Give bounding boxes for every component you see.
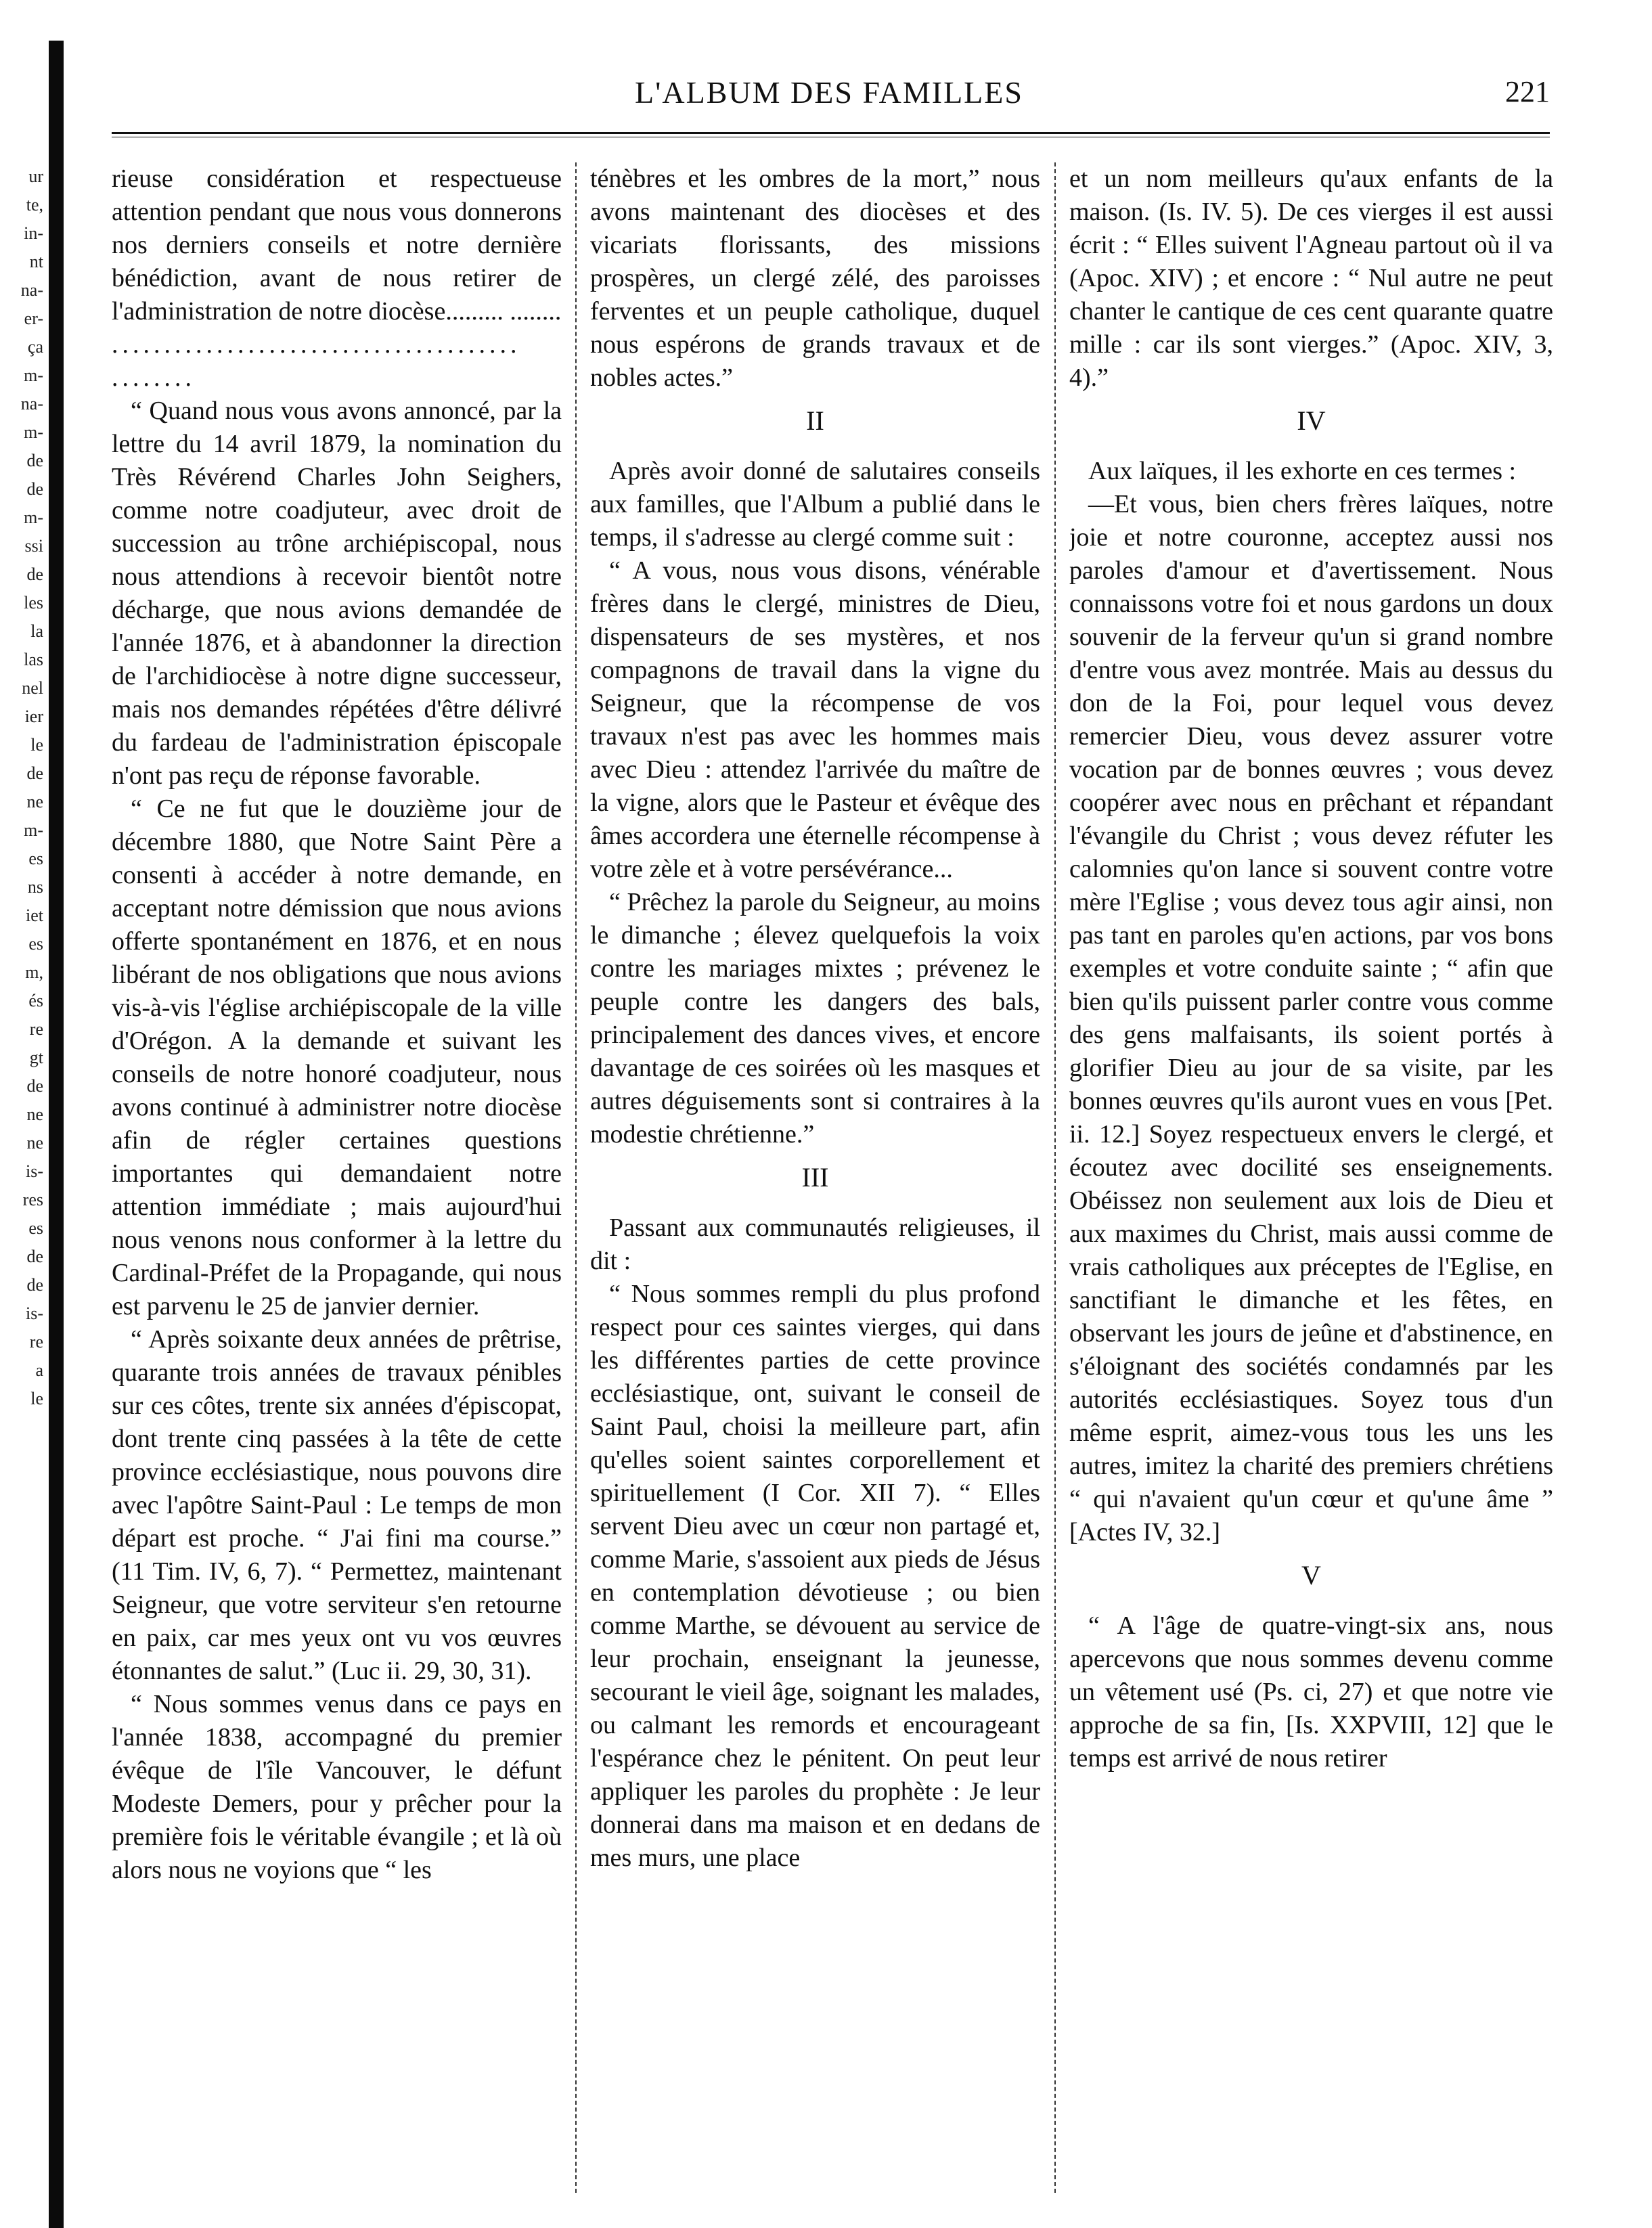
margin-fragment: de (26, 479, 43, 499)
elision-dots: ....................................... ........ (112, 330, 521, 392)
margin-fragment: m- (24, 365, 43, 385)
margin-fragment: le (30, 735, 43, 755)
paragraph: Passant aux communautés religieuses, il dit : (590, 1213, 1040, 1275)
margin-fragment: ne (26, 792, 43, 811)
section-number: II (806, 405, 824, 436)
margin-fragment: es (28, 934, 43, 954)
paragraph: Après avoir donné de salutaires conseils aux familles, que l'Album a publié dans le temps, il s'adresse au clergé comme suit : (590, 457, 1040, 552)
adjacent-page-margin (0, 162, 43, 2193)
margin-fragment: de (26, 763, 43, 783)
margin-fragment: re (29, 1332, 43, 1352)
margin-fragment: de (26, 564, 43, 584)
paragraph: “ Quand nous vous avons annoncé, par la lettre du 14 avril 1879, la nomination du Très Révérend Charles John Seighers, comme notre coadjuteur, avec droit de succession au trône archiépiscopal, nous nous attendions à recevoir bientôt notre décharge, que nous avions demandée de l'année 1876, et à abandonner la direction de l'archidiocèse à notre digne successeur, mais nos demandes répétées d'être délivré du fardeau de l'administration épiscopale n'ont pas reçu de réponse favorable. (112, 397, 562, 790)
paragraph: “ Nous sommes venus dans ce pays en l'année 1838, accompagné du premier évêque de l'île Vancouver, le défunt Modeste Demers, pour y prêcher pour la première fois le véritable évangile ; et là où alors nous ne voyions que “ les (112, 1690, 562, 1884)
margin-fragment: m- (24, 508, 43, 527)
paragraph-continued: ténèbres et les ombres de la mort,” nous avons maintenant des diocèses et des vicariats florissants, des missions prospères, un clergé zélé, des paroisses ferventes et un peuple catholique, duquel nous espérons de grands travaux et de nobles actes.” (590, 164, 1040, 392)
margin-fragment: in- (24, 223, 43, 243)
margin-fragment: ssi (24, 536, 43, 556)
margin-fragment: m, (25, 962, 43, 982)
text-columns (112, 162, 1553, 2193)
column-2 (590, 162, 1040, 2193)
margin-fragment: te, (26, 195, 43, 215)
margin-fragment: de (26, 1275, 43, 1295)
margin-fragment: ne (26, 1133, 43, 1153)
margin-fragment: les (24, 593, 43, 612)
margin-fragment: es (28, 1218, 43, 1238)
margin-fragment: ne (26, 1105, 43, 1124)
section-number: V (1301, 1560, 1321, 1590)
section-number: IV (1297, 405, 1326, 436)
margin-fragment: las (24, 650, 43, 669)
page-header (108, 74, 1550, 129)
paragraph: “ Après soixante deux années de prêtrise, quarante trois années de travaux pénibles sur ces côtes, trente six années d'épiscopat, dont trente cinq passées à la tête de cette province ecclésiastique, nous pouvons dire avec l'apôtre Saint-Paul : Le temps de mon départ est proche. “ J'ai fini ma course.” (11 Tim. IV, 6, 7). “ Permettez, maintenant Seigneur, que votre serviteur s'en retourne en paix, car mes yeux ont vu vos œuvres étonnantes de salut.” (Luc ii. 29, 30, 31). (112, 1325, 562, 1685)
page-number: 221 (1505, 75, 1550, 108)
column-separator (575, 162, 577, 2193)
margin-fragment: is- (26, 1304, 43, 1323)
margin-fragment: gt (29, 1048, 43, 1067)
margin-fragment: is- (26, 1161, 43, 1181)
margin-fragment: a (35, 1360, 43, 1380)
margin-fragment: és (28, 991, 43, 1010)
paragraph-continued: rieuse considération et respectueuse attention pendant que nous vous donnerons nos derniers conseils et notre dernière bénédiction, avant de nous retirer de l'administration de notre diocèse......... ........ (112, 164, 562, 326)
paragraph: “ Ce ne fut que le douzième jour de décembre 1880, que Notre Saint Père a consenti à accéder à notre demande, en acceptant notre démission que nous avions offerte spontanément en 1876, et en nous libérant de nos obligations que nous avions vis-à-vis l'église archiépiscopale de la ville d'Orégon. A la demande et suivant les conseils de notre honoré coadjuteur, nous avons continué à administrer notre diocèse afin de régler certaines questions importantes qui demandaient notre attention immédiate ; mais aujourd'hui nous venons nous conformer à la lettre du Cardinal-Préfet de la Propagande, qui nous est parvenu le 25 de janvier dernier. (112, 795, 562, 1320)
margin-fragment: ier (24, 707, 43, 726)
header-rule (112, 132, 1550, 134)
margin-fragment: na- (20, 280, 43, 300)
section-number: III (801, 1162, 829, 1193)
margin-fragment: ns (27, 877, 43, 897)
paragraph: “ Nous sommes rempli du plus profond respect pour ces saintes vierges, qui dans les différentes parties de cette province ecclésiastique, ont, suivant le conseil de Saint Paul, choisi la meilleure part, afin qu'elles soient saintes corporellement et spirituellement (I Cor. XII 7). “ Elles servent Dieu avec un cœur non partagé et, comme Marie, s'assoient aux pieds de Jésus en contemplation dévotieuse ; ou bien comme Marthe, se dévouent au service de leur prochain, enseignant la jeunesse, secourant le vieil âge, soignant les malades, ou calmant les remords et encourageant l'espérance chez le pénitent. On peut leur appliquer les paroles du prophète : Je leur donnerai dans ma maison et en dedans de mes murs, une place (590, 1280, 1040, 1872)
margin-fragment: ça (27, 337, 43, 357)
column-3 (1069, 162, 1553, 2193)
margin-fragment: de (26, 1076, 43, 1096)
margin-fragment: na- (20, 394, 43, 414)
margin-fragment: es (28, 849, 43, 868)
margin-fragment: re (29, 1019, 43, 1039)
margin-fragment: res (22, 1190, 43, 1209)
paragraph-continued: et un nom meilleurs qu'aux enfants de la maison. (Is. IV. 5). De ces vierges il est aussi écrit : “ Elles suivent l'Agneau partout où il va (Apoc. XIV) ; et encore : “ Nul autre ne peut chanter le cantique de ces cent quarante quatre mille : car ils sont vierges.” (Apoc. XIV, 3, 4).” (1069, 164, 1553, 392)
column-separator (1054, 162, 1056, 2193)
margin-fragment: de (26, 1247, 43, 1266)
margin-fragment: de (26, 451, 43, 470)
paragraph: —Et vous, bien chers frères laïques, notre joie et notre couronne, acceptez aussi nos paroles d'amour et d'avertissement. Nous connaissons votre foi et nous gardons un doux souvenir de la ferveur qu'un si grand nombre d'entre vous avez montrée. Mais au dessus du don de la Foi, pour lequel vous devez remercier Dieu, vous devez assurer votre vocation par de bonnes œuvres ; vous devez coopérer avec nous en prêchant et répandant l'évangile du Christ ; vous devez réfuter les calomnies qu'on lance si souvent contre votre mère l'Eglise ; vous devez tous agir ainsi, non pas tant en paroles qu'en actions, par vos bons exemples et votre conduite sainte ; “ afin que bien qu'ils puissent parler contre vous comme des gens malfaisants, ils soient portés à glorifier Dieu au jour de sa visite, par les bonnes œuvres qu'ils auront vues en vous [Pet. ii. 12.] Soyez respectueux envers le clergé, et écoutez avec docilité ses enseignements. Obéissez non seulement aux lois de Dieu et aux maximes du Christ, mais aussi comme de vrais catholiques aux préceptes de l'Eglise, en sanctifiant le dimanche et les fêtes, en observant les jours de jeûne et d'abstinence, en s'éloignant des sociétés condamnés par les autorités ecclésiastiques. Soyez tous d'un même esprit, aimez-vous tous les uns les autres, imitez la charité des premiers chrétiens “ qui n'avaient qu'un cœur et qu'une âme ” [Actes IV, 32.] (1069, 490, 1553, 1546)
paragraph: “ Prêchez la parole du Seigneur, au moins le dimanche ; élevez quelquefois la voix contre les mariages mixtes ; prévenez le peuple contre les dangers des bals, principalement des dances vives, et encore davantage de ces soirées où les masques et autres déguisements sont si contraires à la modestie chrétienne.” (590, 888, 1040, 1149)
margin-fragment: le (30, 1389, 43, 1408)
margin-fragment: er- (24, 309, 43, 328)
margin-fragment: m- (24, 422, 43, 442)
margin-fragment: iet (26, 906, 43, 925)
paragraph: “ A vous, nous vous disons, vénérable frères dans le clergé, ministres de Dieu, dispensateurs de ses mystères, et nos compagnons de travail dans la vigne du Seigneur, que la récompense de vos travaux n'est pas avec les hommes mais avec Dieu : attendez l'arrivée du maître de la vigne, alors que le Pasteur et évêque des âmes accordera une éternelle récompense à votre zèle et à votre persévérance... (590, 556, 1040, 883)
margin-fragment: nt (29, 252, 43, 271)
column-1 (112, 162, 562, 2193)
margin-fragment: ur (28, 166, 43, 186)
margin-fragment: nel (22, 678, 43, 698)
margin-fragment: m- (24, 820, 43, 840)
paragraph: Aux laïques, il les exhorte en ces termes : (1088, 457, 1517, 485)
paragraph: “ A l'âge de quatre-vingt-six ans, nous apercevons que nous sommes devenu comme un vêtement usé (Ps. ci, 27) et que notre vie approche de sa fin, [Is. XXPVIII, 12] que le temps est arrivé de nous retirer (1069, 1611, 1553, 1773)
running-title: L'ALBUM DES FAMILLES (635, 75, 1023, 110)
margin-fragment: la (30, 621, 43, 641)
binding-strip (49, 41, 64, 2228)
